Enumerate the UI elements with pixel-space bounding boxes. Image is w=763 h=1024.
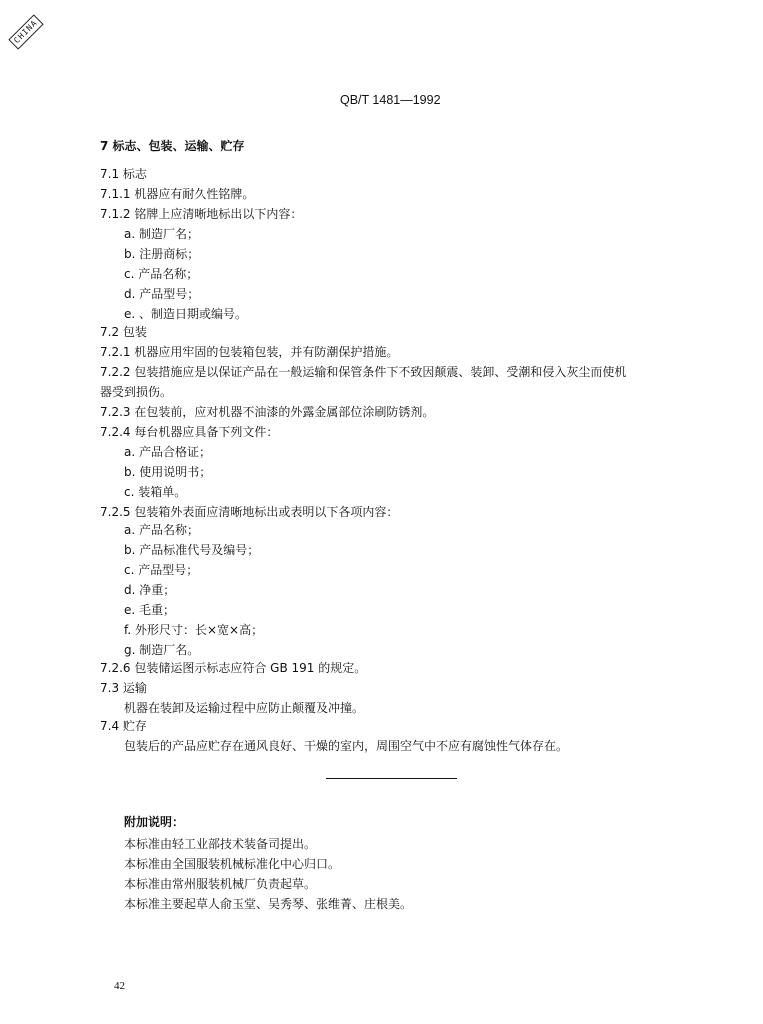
text-line: a. 产品合格证；: [124, 445, 211, 459]
text-line: b. 注册商标；: [124, 247, 200, 261]
text-line: 7.1 标志: [100, 167, 147, 181]
text-line: 7.2.6 包装储运图示标志应符合 GB 191 的规定。: [100, 661, 367, 675]
text-line: 7.2.3 在包装前，应对机器不油漆的外露金属部位涂刷防锈剂。: [100, 405, 435, 419]
text-line: e. 、制造日期或编号。: [124, 307, 248, 321]
section-divider: [326, 778, 457, 779]
text-line: 7.1.1 机器应有耐久性铭牌。: [100, 187, 255, 201]
standard-code-header: QB/T 1481—1992: [340, 93, 441, 107]
text-line: c. 产品型号；: [124, 563, 199, 577]
text-line: d. 产品型号；: [124, 287, 200, 301]
text-line: 7 标志、包装、运输、贮存: [100, 139, 245, 153]
text-line: 本标准由常州服装机械厂负责起草。: [124, 877, 317, 891]
text-line: e. 毛重；: [124, 603, 176, 617]
text-line: 7.2.2 包装措施应是以保证产品在一般运输和保管条件下不致因颠震、装卸、受潮和侵入灰尘而使机: [100, 365, 627, 379]
text-line: 附加说明：: [124, 815, 185, 829]
text-line: 7.2.4 每台机器应具备下列文件：: [100, 425, 279, 439]
text-line: 7.4 贮存: [100, 719, 147, 733]
page-number: 42: [114, 980, 125, 992]
text-line: 7.3 运输: [100, 681, 147, 695]
text-line: 7.2.1 机器应用牢固的包装箱包装，并有防潮保护措施。: [100, 345, 399, 359]
text-line: b. 产品标准代号及编号；: [124, 543, 260, 557]
text-line: g. 制造厂名。: [124, 643, 200, 657]
text-line: 7.2.5 包装箱外表面应清晰地标出或表明以下各项内容：: [100, 505, 399, 519]
text-line: 本标准主要起草人俞玉堂、吴秀琴、张维菁、庄根美。: [124, 897, 413, 911]
text-line: a. 制造厂名；: [124, 227, 199, 241]
text-line: 器受到损伤。: [100, 385, 173, 399]
text-line: a. 产品名称；: [124, 523, 199, 537]
stamp-text: CHINA: [8, 14, 43, 49]
china-stamp: [0, 1, 57, 63]
text-line: c. 产品名称；: [124, 267, 199, 281]
text-line: d. 净重；: [124, 583, 176, 597]
text-line: 本标准由全国服装机械标准化中心归口。: [124, 857, 341, 871]
text-line: 7.1.2 铭牌上应清晰地标出以下内容：: [100, 207, 303, 221]
text-line: 机器在装卸及运输过程中应防止颠覆及冲撞。: [124, 701, 365, 715]
text-line: 7.2 包装: [100, 325, 147, 339]
text-line: c. 装箱单。: [124, 485, 187, 499]
text-line: 本标准由轻工业部技术装备司提出。: [124, 837, 317, 851]
text-line: b. 使用说明书；: [124, 465, 212, 479]
text-line: f. 外形尺寸：长×宽×高；: [124, 623, 264, 637]
text-line: 包装后的产品应贮存在通风良好、干燥的室内，周围空气中不应有腐蚀性气体存在。: [124, 739, 569, 753]
